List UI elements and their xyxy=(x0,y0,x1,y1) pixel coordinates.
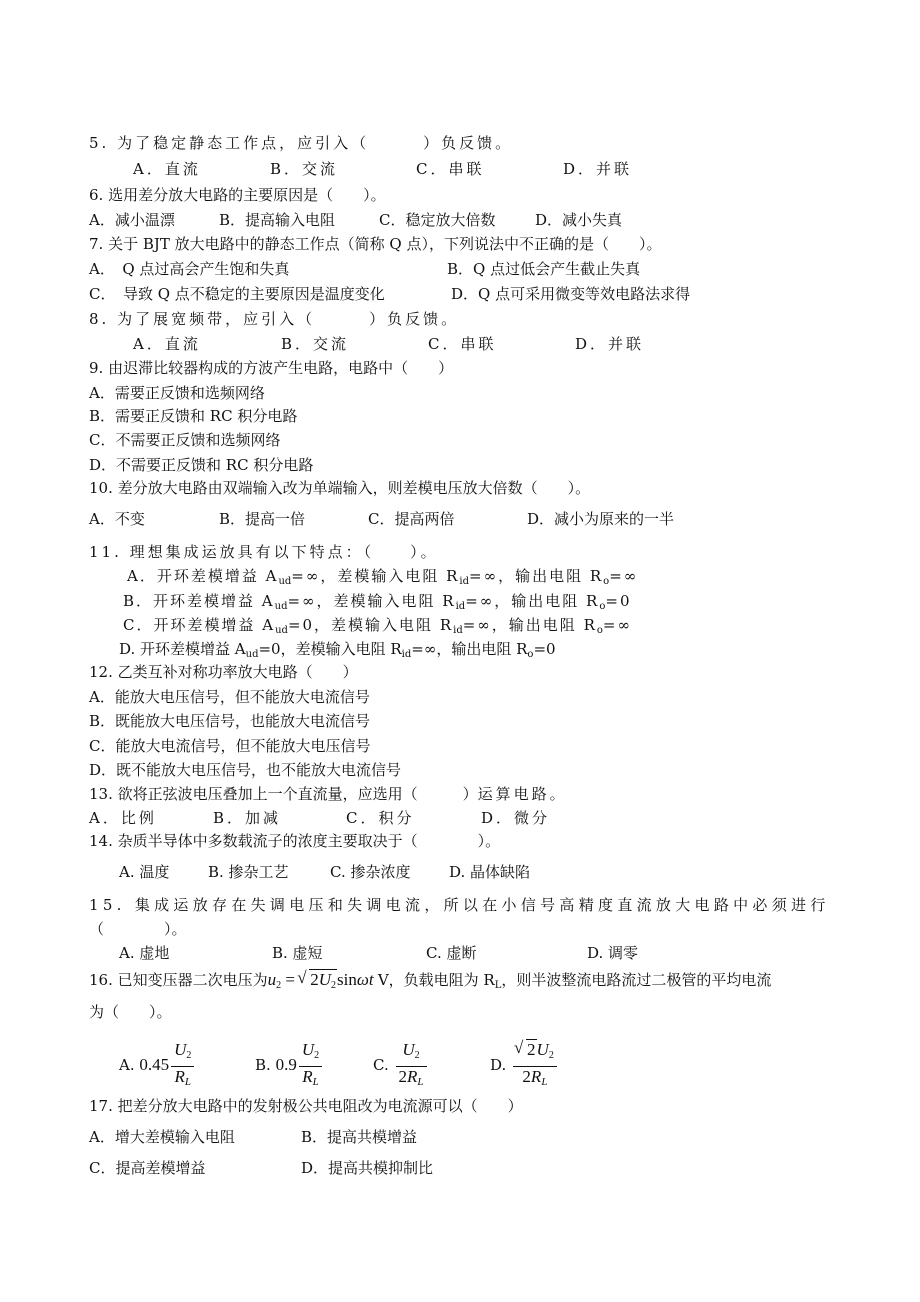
question-5-stem: 5. 为了稳定静态工作点，应引入（ ）负反馈。 xyxy=(89,134,514,152)
question-12-stem: 12. 乙类互补对称功率放大电路（ ） xyxy=(89,663,358,681)
q11-option-a: A．开环差模增益 $A_{ud}=\infty$，差模输入电阻 $R_{id}=\infty$，输出电阻 $R_o=\infty$ xyxy=(127,567,639,587)
q10-option-c: C．提高两倍 xyxy=(368,510,455,528)
q12-option-a: A．能放大电压信号，但不能放大电流信号 xyxy=(89,688,370,706)
question-17-stem: 17. 把差分放大电路中的发射极公共电阻改为电流源可以（ ） xyxy=(89,1097,523,1115)
q6-option-d: D．减小失真 xyxy=(535,211,623,229)
q6-option-b: B．提高输入电阻 xyxy=(219,211,336,229)
q7-option-a: A． Q 点过高会产生饱和失真 xyxy=(89,260,290,278)
q11-option-b: B．开环差模增益 $A_{ud}=\infty$，差模输入电阻 $R_{id}=\infty$，输出电阻 $R_o=0$ xyxy=(123,592,632,612)
q13-option-d: D．微分 xyxy=(481,809,551,827)
q16-option-d: D. √ $\frac{2U_2}{2R_L}$ xyxy=(490,1040,559,1092)
q10-option-d: D．减小为原来的一半 xyxy=(527,510,675,528)
q15-option-d: D. 调零 xyxy=(587,944,639,962)
q17-option-b: B．提高共模增益 xyxy=(301,1128,418,1146)
q7-option-d: D．Q 点可采用微变等效电路法求得 xyxy=(451,285,691,303)
formula-u2: $u_2$ = √ $2U_2\sin\omega t$ xyxy=(268,970,378,989)
question-13-stem: 13. 欲将正弦波电压叠加上一个直流量，应选用（ ）运算电路。 xyxy=(89,785,568,803)
q16-option-b: B. 0.9 $\frac{U_2}{R_L}$ xyxy=(255,1040,324,1092)
q17-option-c: C．提高差模增益 xyxy=(89,1159,206,1177)
question-16-stem: 16. 已知变压器二次电压为$u_2$ = √ $2U_2\sin\omega t$ V，负载电阻为 $R_L$，则半波整流电路流过二极管的平均电流 xyxy=(89,970,771,996)
q11-option-c: C．开环差模增益 $A_{ud}=0$，差模输入电阻 $R_{id}=\infty$，输出电阻 $R_o=\infty$ xyxy=(123,616,632,636)
q8-option-d: D．并联 xyxy=(575,335,645,353)
question-16-stem-cont: 为（ ）。 xyxy=(89,1003,172,1021)
q7-option-c: C． 导致 Q 点不稳定的主要原因是温度变化 xyxy=(89,285,385,303)
q9-option-c: C．不需要正反馈和选频网络 xyxy=(89,431,281,449)
q8-option-b: B．交流 xyxy=(281,335,350,353)
question-7-stem: 7. 关于 BJT 放大电路中的静态工作点（简称 Q 点），下列说法中不正确的是（ ）。 xyxy=(89,235,662,253)
q5-option-a: A．直流 xyxy=(133,160,201,178)
q14-option-c: C. 掺杂浓度 xyxy=(330,863,411,881)
q15-option-a: A. 虚地 xyxy=(119,944,170,962)
q12-option-b: B．既能放大电压信号，也能放大电流信号 xyxy=(89,712,371,730)
q15-option-c: C. 虚断 xyxy=(426,944,477,962)
q17-option-d: D．提高共模抑制比 xyxy=(301,1159,434,1177)
question-15-stem: 15. 集成运放存在失调电压和失调电流，所以在小信号高精度直流放大电路中必须进行 xyxy=(89,896,830,914)
q9-option-d: D．不需要正反馈和 RC 积分电路 xyxy=(89,456,314,474)
q13-option-c: C．积分 xyxy=(346,809,415,827)
q9-option-a: A．需要正反馈和选频网络 xyxy=(89,384,265,402)
q12-option-c: C．能放大电流信号，但不能放大电压信号 xyxy=(89,737,371,755)
q7-option-b: B．Q 点过低会产生截止失真 xyxy=(447,260,641,278)
question-6-stem: 6. 选用差分放大电路的主要原因是（ ）。 xyxy=(89,186,386,204)
question-10-stem: 10. 差分放大电路由双端输入改为单端输入，则差模电压放大倍数（ ）。 xyxy=(89,479,591,497)
q9-option-b: B．需要正反馈和 RC 积分电路 xyxy=(89,407,298,425)
q11-option-d: D. 开环差模增益 $A_{ud}=0$，差模输入电阻 $R_{id}=\infty$，输出电阻 $R_o=0$ xyxy=(119,640,556,660)
q6-option-c: C．稳定放大倍数 xyxy=(379,211,496,229)
q15-option-b: B. 虚短 xyxy=(272,944,323,962)
q8-option-a: A．直流 xyxy=(133,335,201,353)
question-8-stem: 8. 为了展宽频带，应引入（ ）负反馈。 xyxy=(89,310,460,328)
q10-option-a: A．不变 xyxy=(89,510,145,528)
q6-option-a: A．减小温漂 xyxy=(89,211,175,229)
q14-option-d: D. 晶体缺陷 xyxy=(449,863,531,881)
question-11-stem: 11. 理想集成运放具有以下特点：（ ）。 xyxy=(89,543,439,561)
q14-option-a: A. 温度 xyxy=(119,863,170,881)
q13-option-b: B．加减 xyxy=(213,809,282,827)
q17-option-a: A．增大差模输入电阻 xyxy=(89,1128,235,1146)
q5-option-c: C．串联 xyxy=(416,160,485,178)
q16-option-c: C. $\frac{U_2}{2R_L}$ xyxy=(373,1040,429,1092)
question-14-stem: 14. 杂质半导体中多数载流子的浓度主要取决于（ ）。 xyxy=(89,832,501,850)
q5-option-d: D．并联 xyxy=(563,160,633,178)
q14-option-b: B. 掺杂工艺 xyxy=(208,863,289,881)
q16-option-a: A. 0.45 $\frac{U_2}{R_L}$ xyxy=(119,1040,196,1092)
q5-option-b: B．交流 xyxy=(270,160,339,178)
question-15-stem-cont: （ ）。 xyxy=(89,920,187,938)
q12-option-d: D．既不能放大电压信号，也不能放大电流信号 xyxy=(89,761,402,779)
question-9-stem: 9. 由迟滞比较器构成的方波产生电路，电路中（ ） xyxy=(89,359,454,377)
q13-option-a: A．比例 xyxy=(89,809,157,827)
q8-option-c: C．串联 xyxy=(428,335,497,353)
q10-option-b: B．提高一倍 xyxy=(219,510,306,528)
